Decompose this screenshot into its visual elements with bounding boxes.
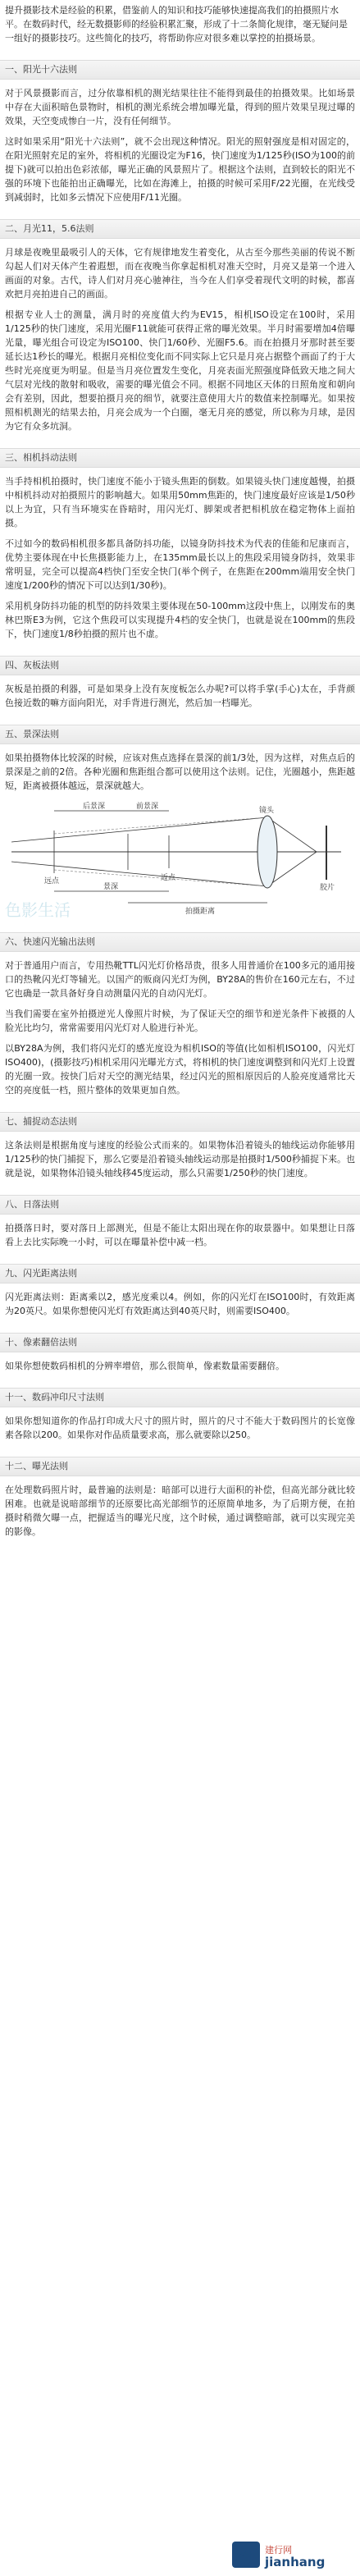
section-print-size — [0, 1388, 360, 1448]
front-dof-label: 前景深 — [136, 803, 159, 811]
section-exposure — [0, 1457, 360, 1545]
paragraph: 闪光距离法则：距离乘以2，感光度乘以4。例如，你的闪光灯在ISO100时，有效距离为20英尺。如果你想使闪光灯有效距离达到40英尺时，则需要ISO400。 — [5, 1292, 355, 1316]
dof-label: 景深 — [103, 883, 119, 891]
paragraph: 对于风景摄影而言，过分依靠相机的测光结果往往不能得到最佳的拍摄效果。比如场景中存在大面积暗色景物时，相机的测光系统会增加曝光量，得到的照片效果呈现过曝的效果，天空变成惨白一片，没有任何细节。 — [5, 88, 355, 126]
paragraph: 采用机身防抖功能的机型的防抖效果主要体现在50-100mm这段中焦上，以刚发布的奥林巴斯E3为例，它这个焦段可以实现提升4档的安全快门，也就是说在100mm的焦段下，快门速度1/8秒拍摄的照片也不虚。 — [5, 601, 355, 639]
section-heading: 九、闪光距离法则 — [0, 1264, 360, 1283]
section-sun16 — [0, 60, 360, 211]
paragraph: 这时如果采用“阳光十六法则”，就不会出现这种情况。阳光的照射强度是相对固定的，在阳光照射充足的室外，将相机的光圈设定为F16，快门速度为1/125秒(ISO为100的前提下)就可以拍出色彩浓郁，曝光正确的风景照片了。根据这个法则，直到较长的阳光不强的环境下也能拍出正确曝光，比如在海滩上，拍摄的时候可采用F/22光圈，在光线受到减弱时，比如多云情况下应使用F/11光圈。 — [5, 136, 355, 203]
section-heading: 十二、曝光法则 — [0, 1457, 360, 1476]
paragraph: 如果你想使数码相机的分辨率增倍，那么很简单，像素数量需要翻倍。 — [5, 1361, 285, 1371]
paragraph: 对于普通用户而言，专用热靴TTL闪光灯价格昂贵，很多人用普通价在100多元的通用接口的热靴闪光灯等辅光。以国产的贩商闪光灯为例，BY28A的售价在160元左右，不过它也确是一款具备好身自动测量闪光的自动闪光灯。 — [5, 960, 355, 999]
logo-mark: ZJ — [235, 2548, 252, 2565]
section-sunset — [0, 1195, 360, 1256]
section-flash-distance — [0, 1264, 360, 1325]
paragraph: 如果拍摄物体比较深的时候，应该对焦点选择在景深的前1/3处，因为这样，对焦点后的景深是之前的2倍。各种光圈和焦距组合都可以使用这个法则。记住，光圈越小，焦距越短，距离被摄体越远，景深就越大。 — [5, 753, 355, 791]
site-logo — [232, 2538, 355, 2571]
far-point-label: 远点 — [44, 877, 60, 885]
section-shake — [0, 448, 360, 647]
paragraph: 不过如今的数码相机很多都具备防抖功能，以镜身防抖技术为代表的佳能和尼康而言，优势主要体现在中长焦摄影能力上，在135mm最长以上的焦段采用镜身防抖，效果非常明显，完全可以提高4档快门至安全快门(举个例子，在焦距在200mm端用安全快门速度1/200秒的情况下可以达到1/30秒)。 — [5, 538, 355, 591]
logo-wordmark: jianhang — [265, 2555, 326, 2569]
paragraph: 拍摄落日时，要对落日上部测光，但是不能让太阳出现在你的取景器中。如果想让日落看上去比实际晚一小时，可以在曝量补偿中减一档。 — [5, 1223, 355, 1247]
section-pixel-double — [0, 1333, 360, 1380]
section-moon — [0, 219, 360, 440]
ray-line — [54, 817, 267, 834]
section-heading: 四、灰板法则 — [0, 656, 360, 675]
paragraph: 在处理数码照片时，最普遍的法则是：暗部可以进行大面积的补偿，但高光部分就比较困难。也就是说暗部细节的还原要比高光部细节的还原简单地多，为了后期方便，在拍摄时稍微欠曝一点，把握适当的曝光尺度，这个时候，通过调整暗部，就可以实现完美的影像。 — [5, 1485, 355, 1537]
section-heading: 七、捕捉动态法则 — [0, 1112, 360, 1132]
section-motion — [0, 1112, 360, 1187]
section-dof — [0, 725, 360, 924]
distance-label: 拍摄距离 — [185, 908, 216, 916]
paragraph: 以BY28A为例，我们将闪光灯的感光度设为相机ISO的等值(比如相机ISO100，闪光灯ISO400)，(摄影技巧)相机采用闪光曝光方式，将相机的快门速度调整到和闪光灯上设置的光圈一致。按快门后对天空的测光结果，经过闪光的照相原因后的人脸亮度通常比天空的亮度低一档，照片整体的效果更加自然。 — [5, 1043, 355, 1096]
section-flash — [0, 932, 360, 1104]
section-heading: 三、相机抖动法则 — [0, 448, 360, 468]
paragraph: 这条法则是根据角度与速度的经验公式而来的。如果物体沿着镜头的轴线运动你能够用1/125秒的快门捕捉下，那么它要是沿着镜头轴线运动那是拍摄时1/500秒捕捉下来。也就是说，如果物体沿镜头轴线移45度运动，那么只需要1/250秒的快门速度。 — [5, 1140, 355, 1178]
section-heading: 八、日落法则 — [0, 1195, 360, 1215]
paragraph: 当我们需要在室外拍摄逆光人像照片时候，为了保证天空的细节和逆光条件下被摄的人脸光比均匀，常常需要用闪光灯对人脸进行补光。 — [5, 1009, 355, 1033]
paragraph: 如果你想知道你的作品打印成大尺寸的照片时，照片的尺寸不能大于数码图片的长宽像素各除以200。如果你对作品质量要求高，那么就要除以250。 — [5, 1416, 355, 1440]
section-heading: 五、景深法则 — [0, 725, 360, 744]
lens-shape — [257, 816, 277, 888]
film-label: 胶片 — [320, 884, 335, 892]
back-dof-label: 后景深 — [83, 803, 106, 811]
dof-diagram — [0, 799, 360, 924]
lens-label: 镜头 — [259, 807, 275, 815]
paragraph: 灰板是拍摄的利器，可是如果身上没有灰度板怎么办呢?可以将手掌(手心)太在，手背颜色接近数的嘛方面向阳光，对手背进行测光，然后加一档曝光。 — [5, 684, 355, 708]
logo-cn-text: 建行网 — [265, 2545, 292, 2555]
near-point-label: 近点 — [161, 874, 176, 882]
section-heading: 十、像素翻倍法则 — [0, 1333, 360, 1352]
section-heading: 一、阳光十六法则 — [0, 60, 360, 80]
section-gray-card — [0, 656, 360, 716]
watermark-text: 色影生活 — [5, 900, 71, 920]
paragraph: 月球是夜晚里最吸引人的天体，它有规律地发生着变化，从古至今那些美丽的传说不断勾起人们对天体产生着遐想，而在夜晚当你拿起相机对准天空时，月亮又是第一个进入画面的对象。古代，诗人们对月亮心驰神往，当今在人们享受着现代文明的时候，都喜欢把月亮拍进自己的画面。 — [5, 247, 355, 300]
paragraph: 根据专业人士的测量，满月时的亮度值大约为EV15，相机ISO设定在100时，采用1/125秒的快门速度，采用光圈F11就能可获得正常的曝光效果。半月时需要增加4倍曝光量，曝光组合可设定为ISO100、快门1/60秒、光圈F5.6。而在拍摄月牙那时甚至要延长达1秒长的曝光。根据月亮相位变化而不同实际上它只是月亮占据整个画面了约于大些时光亮度更为明显。但是当月亮位置发生变化，月亮表面光照强度降低致天地之间大气层对光线的散射和吸收，需要的曝光值会不同。根据不同地区天体的日照角度和朝向会有差别，因此，想要拍摄月亮的细节，就要注意使用大片的数值来控制曝光。如果按照相机测光的结果去拍，月亮会成为一个白圈，毫无月亮的感觉，所以称为月球，是因为它有众多坑洞。 — [5, 309, 355, 432]
intro-paragraph: 提升摄影技术是经验的积累，借鉴前人的知识和技巧能够快速提高我们的拍摄照片水平。在数码时代，经无数摄影师的经验积累汇聚，形成了十二条简化规律，毫无疑问是一组好的摄影技巧。这些简化的技巧，将帮助你应对很多难以掌控的拍摄场景。 — [5, 5, 348, 43]
section-heading: 六、快速闪光输出法则 — [0, 932, 360, 952]
section-heading: 二、月光11，5.6法则 — [0, 219, 360, 239]
paragraph: 当手持相机拍摄时，快门速度不能小于镜头焦距的倒数。如果镜头快门速度越慢，拍摄中相机抖动对拍摄照片的影响越大。如果用50mm焦距的，快门速度最好应该是1/50秒以上为宜，只有当环境实在昏暗时，用闪光灯、脚架或者把相机放在稳定物体上面拍摄。 — [5, 476, 355, 528]
section-heading: 十一、数码冲印尺寸法则 — [0, 1388, 360, 1407]
ray-line — [11, 817, 267, 842]
